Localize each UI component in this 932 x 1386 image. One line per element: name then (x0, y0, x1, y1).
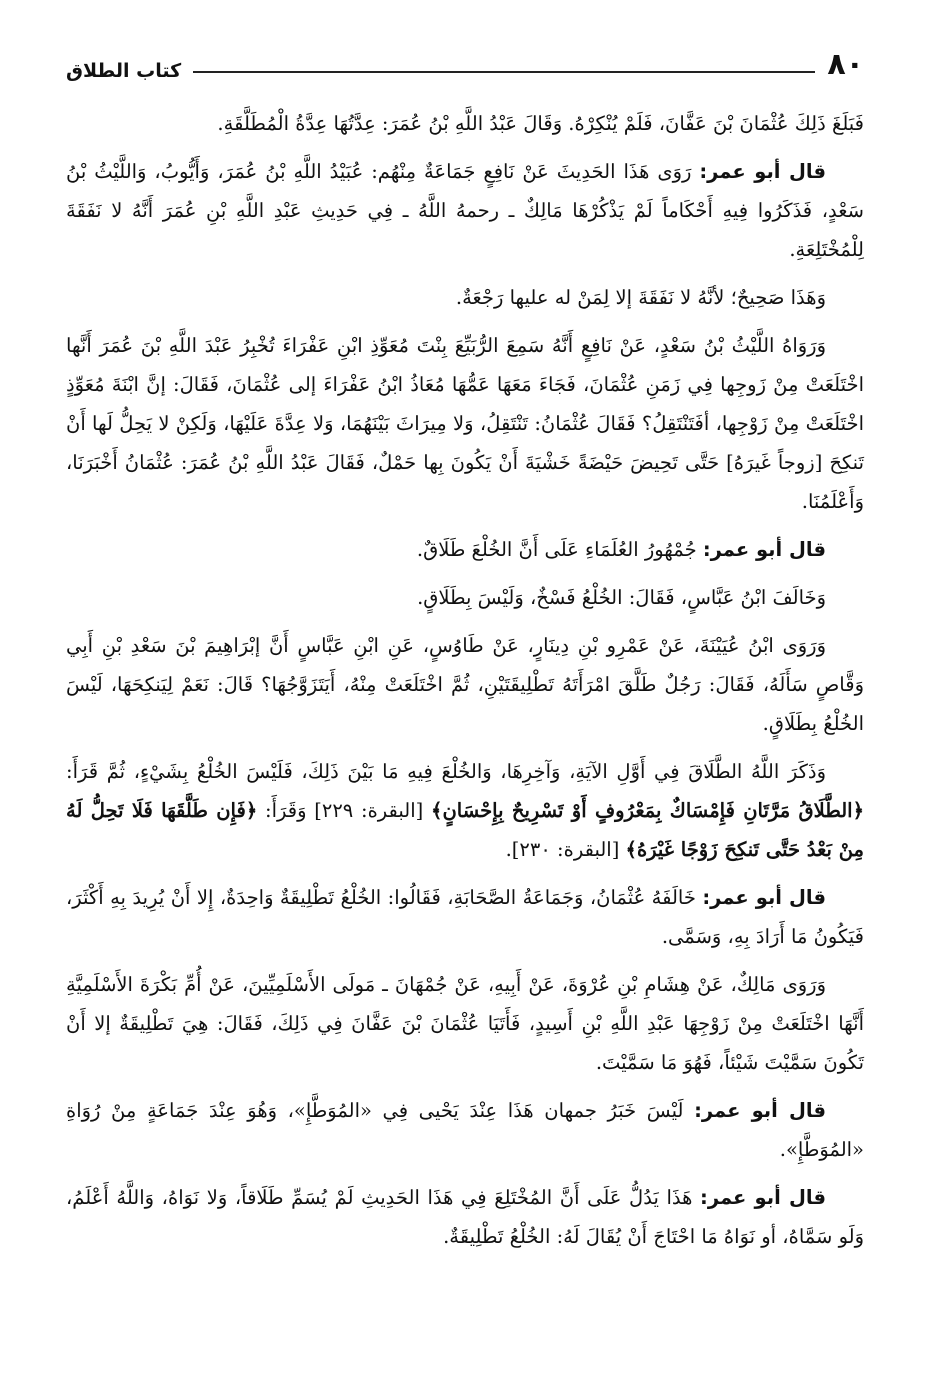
paragraph (66, 104, 864, 143)
paragraph-text: وَرَوَاهُ اللَّيْثُ بْنُ سَعْدٍ، عَنْ نَافِعٍ أَنَّهُ سَمِعَ الرُّبَيِّعَ بِنْتَ مُعَوِّذِ ابْنِ عَفْرَاءَ تُخْبِرُ عَبْدَ اللَّهِ بْنَ عُمَرَ أَنَّها اخْتَلَعَتْ مِنْ زَوجِها فِي زَمَنِ عُثْمَانَ، فَجَاءَ مَعَهَا عَمُّهَا مُعَاذُ ابْنُ عَفْرَاءَ إلى عُثْمَانَ، فَقَالَ: إنَّ ابْنَةَ مُعَوِّذٍ اخْتَلَعَتْ مِنْ زَوْجِها، أفَتَنْتَقِلُ؟ فَقَالَ عُثْمَانُ: تَنْتَقِلُ، وَلا مِيرَاثَ بَيْنَهُمَا، وَلا عِدَّةَ عَلَيْهَا، وَلَكِنْ لا يَحِلُّ لَها أَنْ تَنكِحَ [زوجاً غَيرَهُ] حَتَّى تَحِيضَ حَيْضَةً خَشْيَةَ أَنْ يَكُونَ بِها حَمْلٌ، فَقَالَ عَبْدُ اللَّهِ بْنُ عُمَرَ: عُثْمَانُ أَخْبَرَنَا، وَأَعْلَمُنَا. (66, 334, 864, 513)
paragraph (66, 878, 864, 956)
paragraph-text: وَرَوَى مَالِكٌ، عَنْ هِشَامِ بْنِ عُرْوَةَ، عَنْ أَبِيهِ، عَنْ جُمْهَانَ ـ مَولَى الأَسْلَمِيِّينَ، عَنْ أُمِّ بَكْرَةَ الأَسْلَمِيَّةِ أَنَّهَا اخْتَلَعَتْ مِنْ زَوْجِهَا عَبْدِ اللَّهِ بْنِ أَسِيدٍ، فَأَتَيَا عُثْمَانَ بْنَ عَفَّانَ فِي ذَلِكَ، فَقَالَ: هِيَ تَطْلِيقَةٌ إلا أَنْ تَكُونَ سَمَّيْتَ شَيْئاً، فَهُوَ مَا سَمَّيْتَ. (66, 973, 864, 1074)
book-title: كتاب الطلاق (66, 60, 182, 82)
quran-verse: ﴿الطَّلَاقُ مَرَّتَانِ فَإِمْسَاكٌ بِمَعْرُوفٍ أَوْ تَسْرِيحٌ بِإِحْسَانٍ﴾ (431, 799, 865, 822)
verse-reference: [البقرة: ٢٣٠]. (505, 838, 620, 861)
paragraph (66, 152, 864, 269)
paragraph-text: خَالَفَهُ عُثْمَانُ، وَجَمَاعَةُ الصَّحَابَةِ، فَقَالُوا: الخُلْعُ تَطْلِيقَةٌ وَاحِدَةٌ، إِلا أَنْ يُرِيدَ بِهِ أَكْثَرَ، فَيَكُونُ مَا أَرَادَ بِهِ، وَسَمَّى. (66, 886, 864, 948)
speaker-label: قال أبو عمر: (702, 886, 826, 909)
paragraph (66, 278, 864, 317)
paragraph (66, 1091, 864, 1169)
paragraph (66, 752, 864, 869)
running-header (66, 38, 864, 82)
paragraph-text: وَهَذَا صَحِيحٌ؛ لأنَّهُ لا نَفَقَةَ إلا لِمَنْ له عليها رَجْعَةٌ. (455, 286, 826, 309)
paragraph (66, 965, 864, 1082)
body-text (66, 104, 864, 1376)
paragraph-text: لَيْسَ خَبَرُ جمهان هَذَا عِنْدَ يَحْيى فِي «المُوَطَّإِ»، وَهُوَ عِنْدَ جَمَاعَةٍ مِنْ رُوَاةِ «المُوَطَّإِ». (66, 1099, 864, 1161)
page-number: ٨٠ (827, 47, 864, 82)
paragraph-text: فَبَلَغَ ذَلِكَ عُثْمَانَ بْنَ عَفَّانَ، فَلَمْ يُنْكِرْهُ. وَقَالَ عَبْدُ اللَّهِ بْنُ عُمَرَ: عِدَّتُهَا عِدَّةُ الْمُطَلَّقَةِ. (217, 112, 864, 135)
speaker-label: قال أبو عمر: (702, 538, 826, 561)
speaker-label: قال أبو عمر: (694, 1099, 826, 1122)
paragraph-text: رَوَى هَذَا الحَدِيثَ عَنْ نَافِعٍ جَمَاعَةٌ مِنْهُم: عُبَيْدُ اللَّهِ بْنُ عُمَرَ، وَأَيُّوبُ، وَاللَّيْثُ بْنُ سَعْدٍ، فَذَكَرُوا فِيهِ أَحْكَاماً لَمْ يَذْكُرْهَا مَالِكٌ ـ رحمهُ اللَّهُ ـ فِي حَدِيثِ عَبْدِ اللَّهِ بْنِ عُمَرَ أَنَّهُ لا نَفَقَةَ لِلْمُخْتَلِعَةِ. (66, 160, 864, 261)
paragraph (66, 578, 864, 617)
paragraph (66, 1178, 864, 1256)
header-rule (193, 71, 815, 73)
paragraph (66, 530, 864, 569)
paragraph-text: هَذَا يَدُلُّ عَلَى أَنَّ المُخْتَلِعَ فِي هَذَا الحَدِيثِ لَمْ يُسَمِّ طَلَاقاً، وَلا نَوَاهُ، وَاللَّهُ أَعْلَمُ، وَلَو سَمَّاهُ، أو نَوَاهُ مَا احْتَاجَ أَنْ يُقَالَ لَهُ: الخُلْعُ تَطْلِيقَةٌ. (66, 1186, 864, 1248)
speaker-label: قال أبو عمر: (700, 1186, 826, 1209)
paragraph-text: وَذَكَرَ اللَّهُ الطَّلَاقَ فِي أَوَّلِ الآيَةِ، وَآخِرِهَا، وَالخُلْعَ فِيهِ مَا بَيْنَ ذَلِكَ، فَلَيْسَ الخُلْعُ بِشَيْءٍ، ثُمَّ قَرَأَ: (66, 760, 826, 783)
paragraph-text: وَرَوَى ابْنُ عُيَيْنَةَ، عَنْ عَمْرِو بْنِ دِينَارٍ، عَنْ طَاوُسٍ، عَنِ ابْنِ عَبَّاسٍ أَنَّ إبْرَاهِيمَ بْنَ سَعْدِ بْنِ أَبِي وَقَّاصٍ سَأَلَهُ، فَقَالَ: رَجُلٌ طَلَّقَ امْرَأَتَهُ تَطْلِيقَتَيْنِ، ثُمَّ اخْتَلَعَتْ مِنْهُ، أَيَتَزَوَّجُهَا؟ قَالَ: نَعَمْ لِيَنكِحَهَا، لَيْسَ الخُلْعُ بِطَلَاقٍ. (66, 634, 864, 735)
paragraph (66, 326, 864, 521)
verse-reference: [البقرة: ٢٢٩] وَقَرَأَ: (265, 799, 424, 822)
paragraph (66, 626, 864, 743)
paragraph-text: وَخَالَفَ ابْنُ عَبَّاسٍ، فَقَالَ: الخُلْعُ فَسْخٌ، وَلَيْسَ بِطَلَاقٍ. (417, 586, 826, 609)
speaker-label: قال أبو عمر: (699, 160, 826, 183)
paragraph-text: جُمْهُورُ العُلَمَاءِ عَلَى أَنَّ الخُلْعَ طَلَاقٌ. (416, 538, 697, 561)
quran-verse: ﴿فَإِن طَلَّقَهَا فَلَا تَحِلُّ لَهُ مِنْ بَعْدُ حَتَّى تَنكِحَ زَوْجًا غَيْرَهُ﴾ (66, 799, 864, 861)
